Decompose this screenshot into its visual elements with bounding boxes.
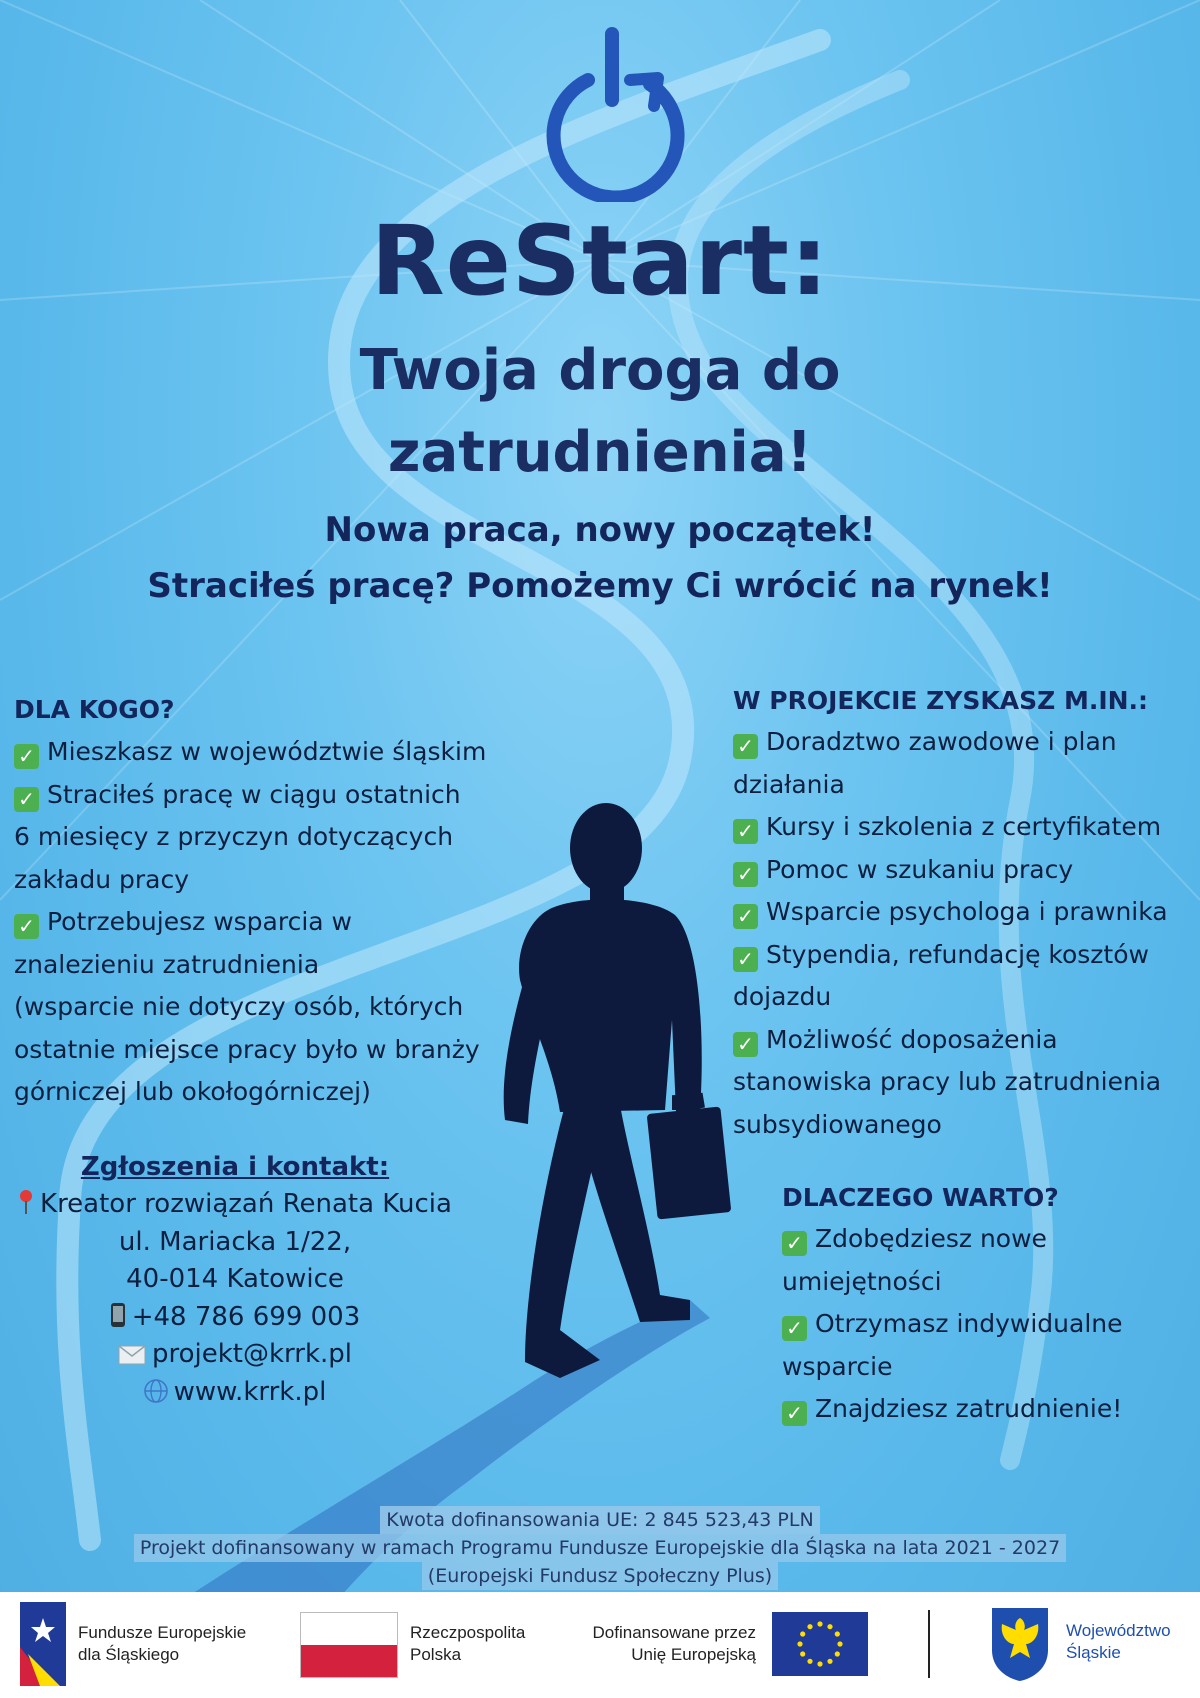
- for-whom-line: ✓ Potrzebujesz wsparcia w: [14, 901, 486, 944]
- benefit-line: ✓ Stypendia, refundację kosztów: [733, 934, 1168, 977]
- contact-email[interactable]: projekt@krrk.pl: [0, 1336, 470, 1374]
- benefit-line: ✓ Kursy i szkolenia z certyfikatem: [733, 806, 1168, 849]
- checkmark-icon: ✓: [14, 787, 39, 812]
- why-heading: DLACZEGO WARTO?: [782, 1183, 1059, 1212]
- tagline: Straciłeś pracę? Pomożemy Ci wrócić na rynek!: [147, 566, 1053, 606]
- benefit-line: działania: [733, 769, 845, 799]
- benefit-line: stanowiska pracy lub zatrudnienia: [733, 1067, 1162, 1096]
- eu-flag-icon: [772, 1612, 868, 1676]
- eu-star: [817, 1621, 822, 1626]
- checkmark-icon: ✓: [782, 1401, 807, 1426]
- benefits-heading: W PROJEKCIE ZYSKASZ M.IN.:: [733, 686, 1149, 715]
- checkmark-icon: ✓: [14, 914, 39, 939]
- why-line: ✓ Znajdziesz zatrudnienie!: [782, 1388, 1123, 1431]
- eu-star: [800, 1631, 805, 1636]
- eu-star: [807, 1659, 812, 1664]
- subtitle-line: zatrudnienia!: [387, 420, 813, 485]
- page-title: ReStart:: [370, 205, 830, 317]
- for-whom-line: znalezieniu zatrudnienia: [14, 949, 320, 979]
- benefits-list: [733, 721, 1168, 1146]
- for-whom-list: [14, 731, 486, 1114]
- benefit-line: ✓ Doradztwo zawodowe i plan: [733, 721, 1168, 764]
- for-whom-line: ✓ Straciłeś pracę w ciągu ostatnich: [14, 774, 486, 817]
- why-line: ✓ Zdobędziesz nowe: [782, 1218, 1123, 1261]
- contact-website[interactable]: www.krrk.pl: [0, 1374, 470, 1412]
- for-whom-line: 6 miesięcy z przyczyn dotyczących: [14, 822, 454, 851]
- checkmark-icon: ✓: [733, 734, 758, 759]
- region-label: Województwo Śląskie: [1066, 1621, 1171, 1662]
- for-whom-line: ✓ Mieszkasz w województwie śląskim: [14, 731, 486, 774]
- funding-info: [0, 1506, 1200, 1590]
- funding-program: Projekt dofinansowany w ramach Programu Fundusze Europejskie dla Śląska na lata 2021 - 2027: [134, 1534, 1066, 1562]
- benefit-line: subsydiowanego: [733, 1109, 942, 1139]
- contact-city: 40-014 Katowice: [126, 1264, 344, 1294]
- why-list: [782, 1218, 1123, 1431]
- contact-company: Kreator rozwiązań Renata Kucia: [0, 1186, 470, 1224]
- eu-star: [797, 1641, 802, 1646]
- eu-star: [817, 1661, 822, 1666]
- tagline: Nowa praca, nowy początek!: [324, 510, 876, 550]
- checkmark-icon: ✓: [14, 744, 39, 769]
- subtitle-line: Twoja droga do: [359, 338, 841, 403]
- why-line: wsparcie: [782, 1351, 893, 1381]
- eu-star: [800, 1651, 805, 1656]
- contact-street: ul. Mariacka 1/22,: [118, 1226, 352, 1257]
- eu-star: [835, 1631, 840, 1636]
- contact-heading: Zgłoszenia i kontakt:: [80, 1152, 390, 1182]
- why-line: umiejętności: [782, 1266, 942, 1296]
- for-whom-line: zakładu pracy: [14, 864, 190, 894]
- for-whom-line: ostatnie miejsce pracy było w branży: [14, 1034, 480, 1064]
- why-line: ✓ Otrzymasz indywidualne: [782, 1303, 1123, 1346]
- contact-phone[interactable]: +48 786 699 003: [0, 1299, 470, 1337]
- for-whom-line: (wsparcie nie dotyczy osób, których: [14, 992, 464, 1021]
- phone-icon: [110, 1302, 126, 1328]
- checkmark-icon: ✓: [733, 1032, 758, 1057]
- funding-amount: Kwota dofinansowania UE: 2 845 523,43 PLN: [380, 1506, 819, 1534]
- checkmark-icon: ✓: [733, 819, 758, 844]
- power-restart-icon: [530, 22, 690, 202]
- footer-divider: [928, 1610, 930, 1678]
- checkmark-icon: ✓: [733, 947, 758, 972]
- benefit-line: ✓ Wsparcie psychologa i prawnika: [733, 891, 1168, 934]
- eu-label: Dofinansowane przez Unię Europejską: [592, 1623, 756, 1664]
- contact-block: [0, 1186, 470, 1411]
- eu-star: [807, 1624, 812, 1629]
- email-icon: [118, 1345, 146, 1365]
- benefit-line: dojazdu: [733, 982, 832, 1011]
- funding-fund: (Europejski Fundusz Społeczny Plus): [422, 1562, 778, 1590]
- polish-flag-icon: [300, 1612, 398, 1678]
- benefit-line: ✓ Możliwość doposażenia: [733, 1019, 1168, 1062]
- logo-footer: [0, 1592, 1200, 1698]
- fe-logo-icon: [20, 1602, 66, 1686]
- page-subtitle: [0, 330, 1200, 494]
- checkmark-icon: ✓: [782, 1316, 807, 1341]
- checkmark-icon: ✓: [733, 862, 758, 887]
- eu-star: [827, 1624, 832, 1629]
- for-whom-heading: DLA KOGO?: [14, 695, 175, 724]
- checkmark-icon: ✓: [733, 904, 758, 929]
- eu-star: [827, 1659, 832, 1664]
- fe-label: Fundusze Europejskie dla Śląskiego: [78, 1623, 247, 1664]
- for-whom-line: górniczej lub okołogórniczej): [14, 1077, 371, 1106]
- pin-icon: [18, 1189, 34, 1215]
- checkmark-icon: ✓: [782, 1231, 807, 1256]
- eu-star: [837, 1641, 842, 1646]
- benefit-line: ✓ Pomoc w szukaniu pracy: [733, 849, 1168, 892]
- globe-icon: [144, 1379, 168, 1403]
- eu-star: [835, 1651, 840, 1656]
- silesia-eagle-icon: [990, 1606, 1050, 1682]
- rp-label: Rzeczpospolita Polska: [410, 1623, 526, 1664]
